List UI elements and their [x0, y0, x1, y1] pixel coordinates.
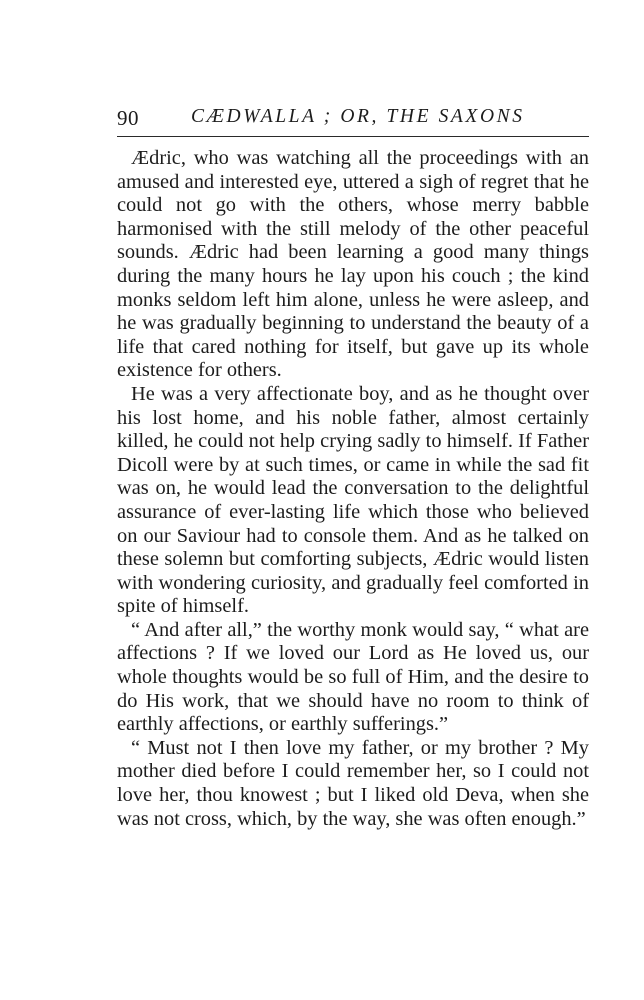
body-text [117, 147, 589, 831]
paragraph: Ædric, who was watching all the proceedings with an amused and interested eye, uttered a sigh of regret that he could not go with the others, whose merry babble harmonised with the still melody of the other peaceful sounds. Ædric had been learning a good many things during the many hours he lay upon his couch ; the kind monks seldom left him alone, unless he were asleep, and he was gradually beginning to understand the beauty of a life that cared nothing for itself, but gave up its whole existence for others. [117, 147, 589, 382]
book-page [117, 100, 589, 830]
header-rule [117, 136, 589, 137]
paragraph: “ Must not I then love my father, or my brother ? My mother died before I could remember her, so I could not love her, thou knowest ; but I liked old Deva, when she was not cross, which, by the way, she was often enough.” [117, 736, 589, 830]
running-title: CÆDWALLA ; OR, THE SAXONS [191, 106, 525, 127]
page-number: 90 [117, 106, 139, 130]
page-header [117, 100, 589, 134]
paragraph: “ And after all,” the worthy monk would say, “ what are affections ? If we loved our Lord as He loved us, our whole thoughts would be so full of Him, and the desire to do His work, that we should have no room to think of earthly affections, or earthly sufferings.” [117, 618, 589, 736]
paragraph: He was a very affectionate boy, and as he thought over his lost home, and his noble father, almost certainly killed, he could not help crying sadly to himself. If Father Dicoll were by at such times, or came in while the sad fit was on, he would lead the conversation to the delightful assurance of ever-lasting life which those who believed on our Saviour had to console them. And as he talked on these solemn but comforting subjects, Ædric would listen with wondering curiosity, and gradually feel comforted in spite of himself. [117, 382, 589, 618]
